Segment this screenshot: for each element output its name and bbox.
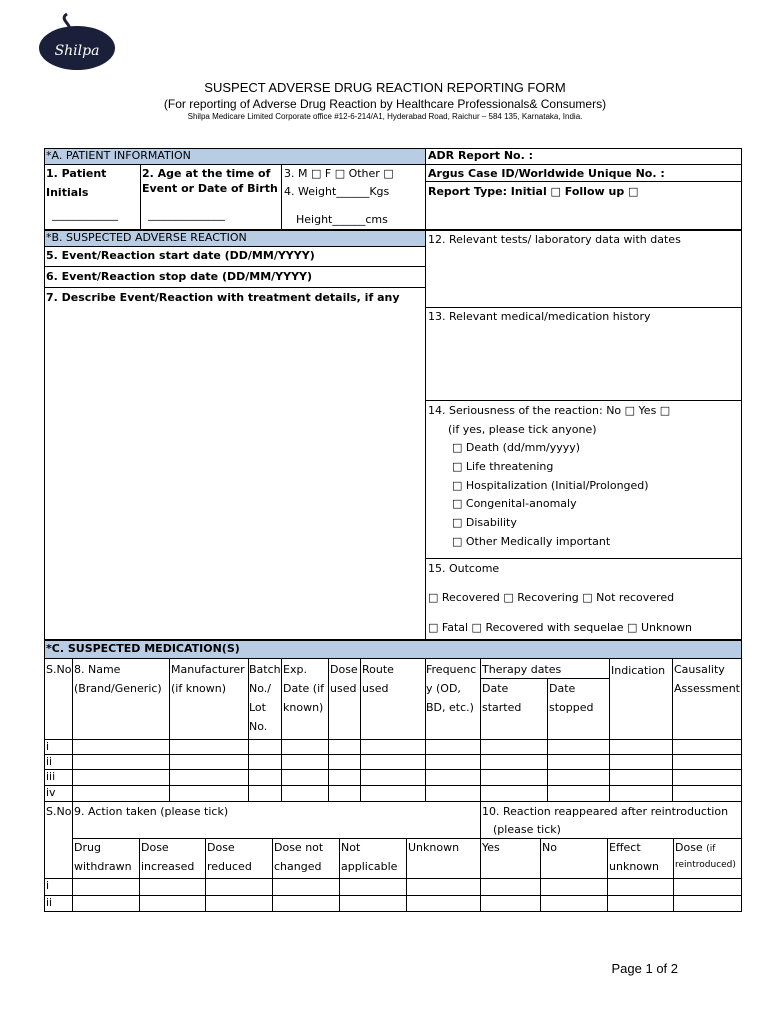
col-started-2: started <box>482 701 522 714</box>
q14-label[interactable]: 14. Seriousness of the reaction: No □ Yes □ <box>428 404 671 417</box>
col-indication: Indication <box>611 664 666 677</box>
med-row-iii[interactable]: iii <box>46 770 56 783</box>
q15-row2[interactable]: □ Fatal □ Recovered with sequelae □ Unknown <box>428 621 693 634</box>
q9-col-unknown: Unknown <box>408 841 460 854</box>
q14-option-hosp[interactable]: □ Hospitalization (Initial/Prolonged) <box>452 479 649 492</box>
q14-option-death[interactable]: □ Death (dd/mm/yyyy) <box>452 441 581 454</box>
q12-label[interactable]: 12. Relevant tests/ laboratory data with dates <box>428 233 681 246</box>
q9-col-dose-increased-1: Dose <box>141 841 169 854</box>
col-freq-1: Frequenc <box>426 663 477 676</box>
age-line[interactable]: ______________ <box>148 208 225 221</box>
q10-dose-if: (if <box>706 844 716 854</box>
q13-label[interactable]: 13. Relevant medical/medication history <box>428 310 651 323</box>
col-name-2: (Brand/Generic) <box>74 682 162 695</box>
q9-col-not-applicable-2: applicable <box>341 860 398 873</box>
q9-col-dose-not-changed-2: changed <box>274 860 322 873</box>
q9-col-not-applicable-1: Not <box>341 841 361 854</box>
col-freq-3: BD, etc.) <box>426 701 474 714</box>
argus-case-id: Argus Case ID/Worldwide Unique No. : <box>428 167 665 180</box>
report-type[interactable]: Report Type: Initial □ Follow up □ <box>428 185 639 198</box>
q14-option-other[interactable]: □ Other Medically important <box>452 535 611 548</box>
q10-col-dose-2: reintroduced) <box>675 860 736 870</box>
age-label-1: 2. Age at the time of <box>142 167 271 180</box>
patient-initials-label-2: Initials <box>46 186 89 199</box>
med-row-i[interactable]: i <box>46 740 50 753</box>
patient-initials-line[interactable]: ____________ <box>52 208 118 221</box>
event-description[interactable]: 7. Describe Event/Reaction with treatment details, if any <box>46 291 400 304</box>
col-freq-2: y (OD, <box>426 682 461 695</box>
section-b-heading: *B. SUSPECTED ADVERSE REACTION <box>46 231 247 244</box>
med-row-ii[interactable]: ii <box>46 755 53 768</box>
q10-col-no: No <box>542 841 557 854</box>
col-mfr-1: Manufacturer <box>171 663 245 676</box>
q10-sub: (please tick) <box>493 823 561 836</box>
page-number: Page 1 of 2 <box>611 961 678 976</box>
company-address: Shilpa Medicare Limited Corporate office #12-6-214/A1, Hyderabad Road, Raichur – 584 135, Karnataka, India. <box>187 112 583 121</box>
q9-col-drug-withdrawn-1: Drug <box>74 841 101 854</box>
q15-row1[interactable]: □ Recovered □ Recovering □ Not recovered <box>428 591 675 604</box>
col-exp-3: known) <box>283 701 324 714</box>
q9-col-drug-withdrawn-2: withdrawn <box>74 860 132 873</box>
sex-field[interactable]: 3. M □ F □ Other □ <box>284 167 394 180</box>
q9-col-dose-reduced-1: Dose <box>207 841 235 854</box>
q14-option-disability[interactable]: □ Disability <box>452 516 517 529</box>
col-dose-2: used <box>330 682 357 695</box>
q9-title: 9. Action taken (please tick) <box>74 805 229 818</box>
q10-col-yes: Yes <box>482 841 500 854</box>
q9-col-dose-reduced-2: reduced <box>207 860 252 873</box>
patient-initials-label-1: 1. Patient <box>46 167 107 180</box>
col-dose-1: Dose <box>330 663 358 676</box>
q9-col-dose-not-changed-1: Dose not <box>274 841 324 854</box>
q14-option-life[interactable]: □ Life threatening <box>452 460 554 473</box>
col-route-1: Route <box>362 663 394 676</box>
weight-field[interactable]: 4. Weight______Kgs <box>284 185 390 198</box>
col-started-1: Date <box>482 682 509 695</box>
col-causality-1: Causality <box>674 663 725 676</box>
q14-option-congenital[interactable]: □ Congenital-anomaly <box>452 497 577 510</box>
logo-text: Shilpa <box>54 43 100 59</box>
col-exp-2: Date (if <box>283 682 325 695</box>
form-subtitle: (For reporting of Adverse Drug Reaction by Healthcare Professionals& Consumers) <box>163 97 607 111</box>
col-stopped-2: stopped <box>549 701 594 714</box>
col-batch-2: No./ <box>249 682 271 695</box>
col-name-1: 8. Name <box>74 663 121 676</box>
col-batch-4: No. <box>249 720 268 733</box>
q9-row-ii[interactable]: ii <box>46 896 53 909</box>
q14-sub: (if yes, please tick anyone) <box>448 423 597 436</box>
age-label-2: Event or Date of Birth <box>142 182 278 195</box>
event-start-date[interactable]: 5. Event/Reaction start date (DD/MM/YYYY) <box>46 249 315 262</box>
q9-sno: S.No <box>46 805 72 818</box>
q10-col-effect-1: Effect <box>609 841 641 854</box>
q9-col-dose-increased-2: increased <box>141 860 195 873</box>
col-sno: S.No <box>46 663 72 676</box>
q10-col-dose-1 <box>675 841 715 854</box>
form-title: SUSPECT ADVERSE DRUG REACTION REPORTING FORM <box>204 80 566 95</box>
adr-report-no: ADR Report No. : <box>428 149 533 162</box>
section-a-heading: *A. PATIENT INFORMATION <box>46 149 191 162</box>
q10-title: 10. Reaction reappeared after reintroduction <box>482 805 729 818</box>
q15-label: 15. Outcome <box>428 562 500 575</box>
col-stopped-1: Date <box>549 682 576 695</box>
q10-col-effect-2: unknown <box>609 860 659 873</box>
col-batch-1: Batch <box>249 663 281 676</box>
q10-dose-word: Dose <box>675 841 703 854</box>
col-route-2: used <box>362 682 389 695</box>
col-mfr-2: (if known) <box>171 682 227 695</box>
company-logo <box>37 12 117 72</box>
q9-row-i[interactable]: i <box>46 879 50 892</box>
event-stop-date[interactable]: 6. Event/Reaction stop date (DD/MM/YYYY) <box>46 270 313 283</box>
height-field[interactable]: Height______cms <box>296 213 388 226</box>
med-row-iv[interactable]: iv <box>46 786 56 799</box>
col-exp-1: Exp. <box>283 663 307 676</box>
col-batch-3: Lot <box>249 701 266 714</box>
section-c-heading: *C. SUSPECTED MEDICATION(S) <box>46 642 240 655</box>
col-causality-2: Assessment <box>674 682 740 695</box>
col-therapy: Therapy dates <box>482 663 562 676</box>
